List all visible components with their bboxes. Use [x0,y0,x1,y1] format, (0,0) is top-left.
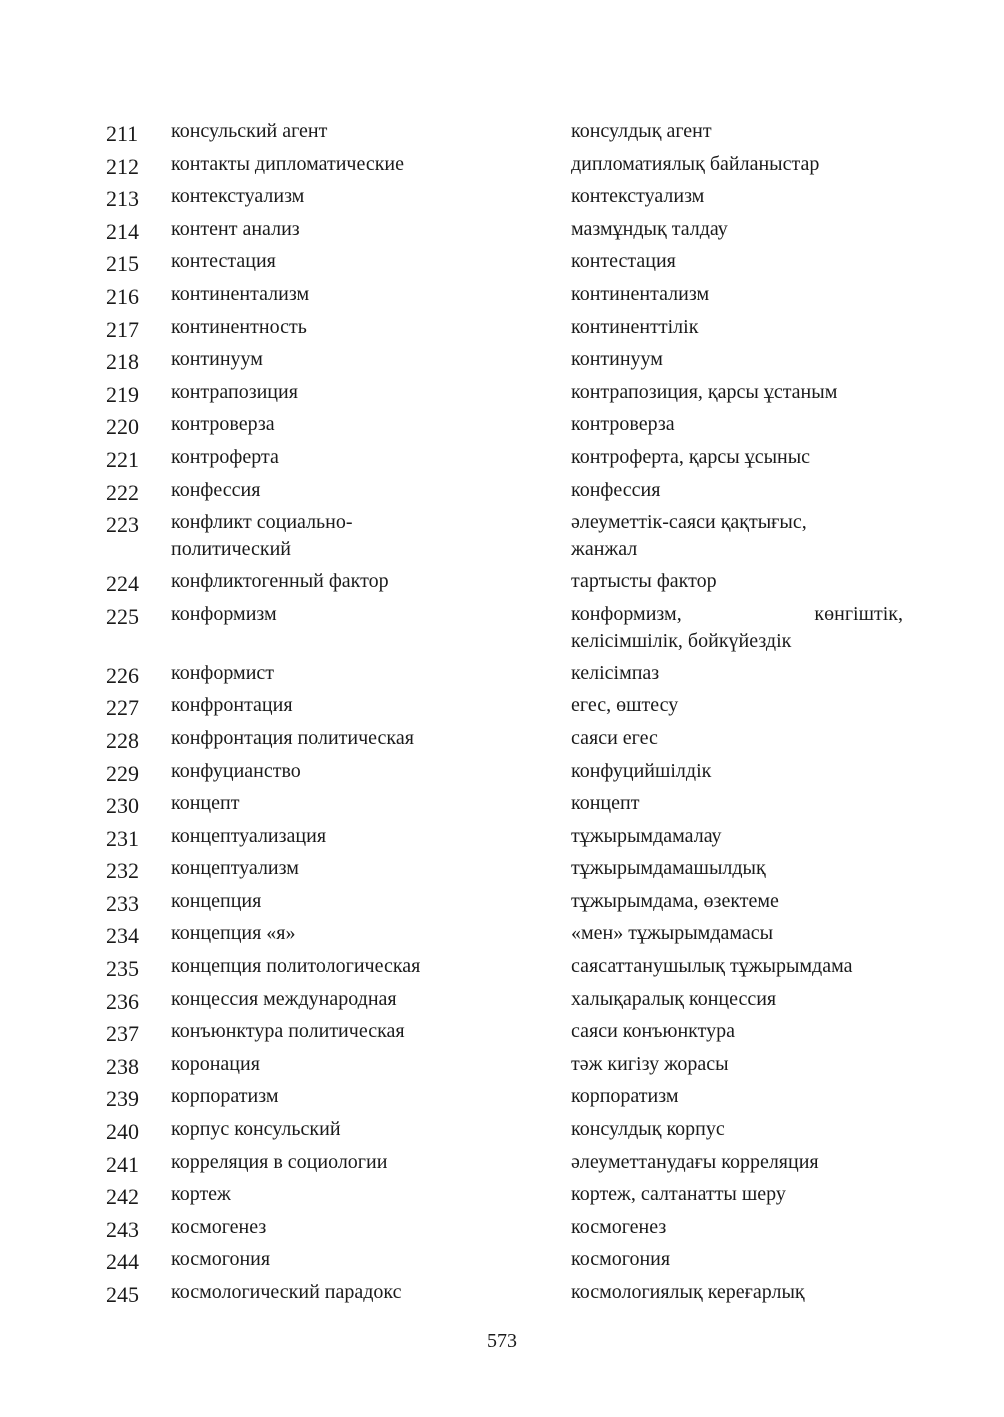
entry-number: 231 [106,825,139,851]
entry-number: 244 [106,1249,139,1275]
glossary-entry [0,1049,1004,1082]
kazakh-term: саяси конъюнктура [571,1020,735,1043]
russian-term: концессия международная [171,987,397,1010]
russian-term: космологический парадокс [171,1281,402,1303]
glossary-entry [0,1244,1004,1277]
entry-number: 217 [106,316,139,342]
russian-term-line: конфликт социально- [171,511,353,534]
russian-term: контент анализ [171,217,300,240]
russian-term: космогония [171,1248,271,1271]
entry-number: 225 [106,603,139,629]
glossary-entry [0,1114,1004,1147]
entry-number: 237 [106,1021,139,1047]
kazakh-term: континенттілік [571,315,699,338]
russian-term: конфуцианство [171,759,301,782]
russian-term: корреляция в социологии [171,1150,388,1173]
entry-number: 221 [106,446,139,472]
russian-term: континентность [171,315,307,338]
page-number: 573 [487,1330,517,1352]
kazakh-term: кортеж, салтанатты шеру [571,1183,786,1206]
kazakh-term: келісімпаз [571,661,660,684]
kazakh-term [571,509,903,563]
glossary-entry [0,599,1004,658]
russian-term: контроферта [171,445,279,468]
glossary-entry [0,1016,1004,1049]
kazakh-term [571,601,903,655]
glossary-entry [0,507,1004,566]
kazakh-word: конформизм, [571,602,682,625]
entry-number: 215 [106,251,139,277]
entry-number: 228 [106,727,139,753]
russian-term: контроверза [171,413,275,436]
kazakh-term: тұжырымдамалау [571,824,722,847]
entry-number: 232 [106,858,139,884]
russian-term: коронация [171,1052,260,1075]
russian-term: концептуализм [171,857,299,880]
kazakh-term: мазмұндық талдау [571,217,728,240]
glossary-entry [0,1179,1004,1212]
russian-term: контестация [171,250,276,273]
glossary-entry [0,116,1004,149]
kazakh-term: халықаралық концессия [571,987,777,1010]
russian-term: концептуализация [171,824,327,847]
glossary-entry [0,246,1004,279]
kazakh-term: консулдық корпус [571,1118,725,1141]
kazakh-word: көнгіштік, [814,602,903,625]
kazakh-term: космологиялық кереғарлық [571,1281,805,1303]
kazakh-term: тұжырымдамашылдық [571,857,766,880]
glossary-entry [0,214,1004,247]
glossary-entry [0,442,1004,475]
glossary-entry [0,149,1004,182]
kazakh-term-line: әлеуметтік-саяси қақтығыс, [571,511,807,534]
russian-term [171,509,551,563]
kazakh-term: корпоратизм [571,1085,679,1108]
russian-term: конфликтогенный фактор [171,570,389,593]
glossary-entry [0,821,1004,854]
russian-term: космогенез [171,1215,267,1238]
glossary-entry [0,951,1004,984]
entry-number: 218 [106,349,139,375]
entry-number: 223 [106,512,139,538]
kazakh-term: континентализм [571,282,710,305]
glossary-entry [0,312,1004,345]
russian-term: конъюнктура политическая [171,1020,405,1043]
russian-term: контекстуализм [171,185,305,208]
kazakh-term: контрапозиция, қарсы ұстаным [571,380,838,403]
russian-term-line: политический [171,538,291,561]
entry-number: 216 [106,283,139,309]
glossary-entry [0,658,1004,691]
entry-number: 238 [106,1053,139,1079]
russian-term: конфронтация политическая [171,726,414,749]
glossary-entry [0,377,1004,410]
glossary-entry [0,690,1004,723]
russian-term: конформизм [171,602,277,625]
entry-number: 227 [106,695,139,721]
glossary-entry [0,1277,1004,1310]
entry-number: 239 [106,1086,139,1112]
kazakh-term: саяси егес [571,726,658,749]
glossary-entry [0,984,1004,1017]
entry-number: 241 [106,1151,139,1177]
russian-term: концепция политологическая [171,955,421,978]
glossary-entry [0,344,1004,377]
russian-term: концепт [171,792,240,815]
glossary-entry [0,566,1004,599]
kazakh-term: «мен» тұжырымдамасы [571,922,774,945]
russian-term: корпоратизм [171,1085,279,1108]
kazakh-term: консулдық агент [571,120,712,142]
russian-term: конфессия [171,478,261,501]
entry-number: 226 [106,662,139,688]
entry-number: 229 [106,760,139,786]
glossary-entry [0,181,1004,214]
russian-term: кортеж [171,1183,231,1206]
glossary-entry [0,1147,1004,1180]
glossary-entry [0,853,1004,886]
entry-number: 219 [106,381,139,407]
glossary-entry [0,723,1004,756]
kazakh-term: әлеуметтанудағы корреляция [571,1150,819,1173]
russian-term: континентализм [171,282,310,305]
kazakh-term-line [571,601,903,628]
kazakh-term: тәж кигізу жорасы [571,1052,729,1075]
entry-number: 222 [106,479,139,505]
kazakh-term-line: келісімшілік, бойкүйездік [571,629,792,652]
glossary-entry [0,279,1004,312]
russian-term: контакты дипломатические [171,152,405,175]
kazakh-term-line: жанжал [571,538,638,561]
entry-number: 245 [106,1282,139,1307]
kazakh-term: саясаттанушылық тұжырымдама [571,955,853,978]
kazakh-term: космогония [571,1248,671,1271]
entry-number: 235 [106,956,139,982]
entry-number: 234 [106,923,139,949]
russian-term: корпус консульский [171,1118,341,1141]
entry-number: 212 [106,153,139,179]
glossary-entry [0,886,1004,919]
kazakh-term: конфессия [571,478,661,501]
russian-term: конфронтация [171,694,293,717]
russian-term: концепция «я» [171,922,296,945]
kazakh-term: континуум [571,348,663,371]
russian-term: континуум [171,348,263,371]
entry-number: 240 [106,1119,139,1145]
glossary-entry [0,756,1004,789]
entry-number: 224 [106,571,139,597]
entry-number: 242 [106,1184,139,1210]
kazakh-term: концепт [571,792,640,815]
glossary-entry [0,409,1004,442]
russian-term: контрапозиция [171,380,298,403]
glossary-entry [0,1081,1004,1114]
entry-number: 213 [106,186,139,212]
kazakh-term: космогенез [571,1215,667,1238]
glossary-entry [0,918,1004,951]
glossary-entry [0,1212,1004,1245]
kazakh-term: егес, өштесу [571,694,679,717]
entry-number: 214 [106,218,139,244]
kazakh-term: контроферта, қарсы ұсыныс [571,445,811,468]
kazakh-term: дипломатиялық байланыстар [571,152,820,175]
entry-number: 211 [106,121,139,146]
russian-term: консульский агент [171,120,328,142]
kazakh-term: контроверза [571,413,675,436]
entry-number: 220 [106,414,139,440]
glossary-entry [0,788,1004,821]
kazakh-term: тұжырымдама, өзектеме [571,889,779,912]
glossary-entry [0,475,1004,508]
kazakh-term: тартысты фактор [571,570,717,593]
entry-number: 236 [106,988,139,1014]
kazakh-term: контекстуализм [571,185,705,208]
entry-number: 230 [106,793,139,819]
kazakh-term: конфуцийшілдік [571,759,712,782]
russian-term: конформист [171,661,275,684]
glossary-table [0,116,1004,1310]
entry-number: 233 [106,890,139,916]
entry-number: 243 [106,1216,139,1242]
russian-term: концепция [171,889,262,912]
kazakh-term: контестация [571,250,676,273]
